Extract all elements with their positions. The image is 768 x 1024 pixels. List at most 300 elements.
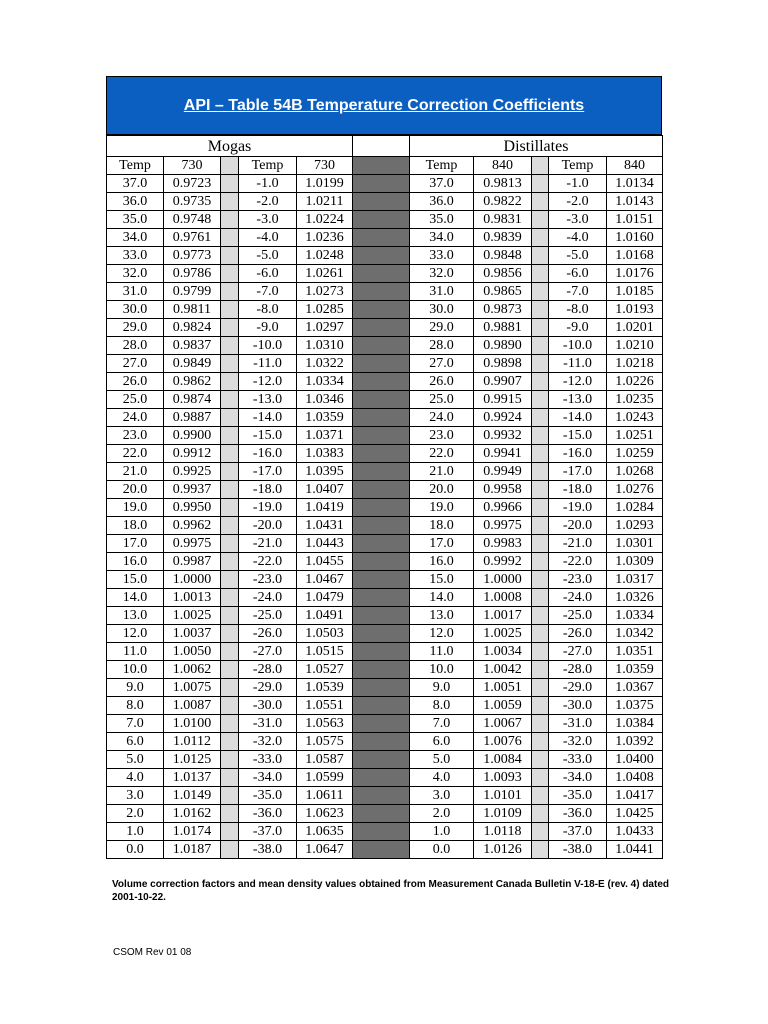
column-separator [221,355,239,373]
cell-mogas-temp-neg: -12.0 [239,373,297,391]
cell-dist-840: 0.9890 [474,337,532,355]
center-gap [353,571,410,589]
cell-mogas-730: 1.0187 [164,841,221,859]
center-gap [353,769,410,787]
cell-mogas-730: 1.0000 [164,571,221,589]
cell-mogas-temp-neg: -32.0 [239,733,297,751]
cell-dist-temp-neg: -34.0 [549,769,607,787]
column-separator [532,769,549,787]
cell-mogas-temp-neg: -36.0 [239,805,297,823]
cell-dist-840-neg: 1.0160 [607,229,663,247]
cell-dist-840: 1.0093 [474,769,532,787]
column-separator [221,427,239,445]
center-gap [353,751,410,769]
table-row [107,535,663,553]
cell-dist-temp: 37.0 [410,175,474,193]
cell-mogas-730-neg: 1.0599 [297,769,353,787]
table-row [107,355,663,373]
cell-dist-temp: 19.0 [410,499,474,517]
cell-dist-temp-neg: -14.0 [549,409,607,427]
column-separator [532,283,549,301]
cell-dist-840-neg: 1.0151 [607,211,663,229]
cell-mogas-temp-neg: -15.0 [239,427,297,445]
cell-dist-840-neg: 1.0367 [607,679,663,697]
center-gap [353,481,410,499]
cell-dist-840: 0.9966 [474,499,532,517]
column-separator [532,175,549,193]
table-row [107,481,663,499]
cell-mogas-730: 0.9862 [164,373,221,391]
column-separator [532,319,549,337]
cell-dist-840: 1.0017 [474,607,532,625]
cell-dist-temp-neg: -17.0 [549,463,607,481]
column-separator [532,571,549,589]
table-row [107,787,663,805]
cell-mogas-temp-neg: -26.0 [239,625,297,643]
group-header-row [107,136,663,157]
cell-mogas-temp: 20.0 [107,481,164,499]
center-gap [353,661,410,679]
cell-mogas-temp-neg: -8.0 [239,301,297,319]
cell-dist-temp-neg: -21.0 [549,535,607,553]
cell-mogas-temp-neg: -18.0 [239,481,297,499]
cell-dist-840: 0.9975 [474,517,532,535]
table-row [107,643,663,661]
column-separator [221,697,239,715]
column-separator [532,373,549,391]
cell-dist-840-neg: 1.0293 [607,517,663,535]
cell-dist-temp: 8.0 [410,697,474,715]
column-separator [532,391,549,409]
cell-mogas-730-neg: 1.0383 [297,445,353,463]
cell-dist-840-neg: 1.0317 [607,571,663,589]
table-row [107,679,663,697]
column-separator [221,499,239,517]
cell-dist-840-neg: 1.0226 [607,373,663,391]
column-separator [532,229,549,247]
cell-dist-temp-neg: -29.0 [549,679,607,697]
col-header-dist-temp-2: Temp [549,157,607,175]
footnote: Volume correction factors and mean density values obtained from Measurement Canada Bulletin V-18-E (rev. 4) dated 2001-10-22. [112,879,669,903]
table-row [107,373,663,391]
cell-mogas-730: 1.0037 [164,625,221,643]
cell-mogas-temp-neg: -28.0 [239,661,297,679]
cell-dist-temp: 14.0 [410,589,474,607]
cell-mogas-temp: 15.0 [107,571,164,589]
cell-mogas-730: 0.9786 [164,265,221,283]
table-row [107,211,663,229]
center-gap [353,247,410,265]
cell-dist-temp: 9.0 [410,679,474,697]
center-gap [353,157,410,175]
cell-dist-temp-neg: -19.0 [549,499,607,517]
cell-dist-temp-neg: -4.0 [549,229,607,247]
cell-mogas-temp: 11.0 [107,643,164,661]
col-header-dist-840: 840 [474,157,532,175]
cell-dist-840: 0.9839 [474,229,532,247]
column-separator [532,625,549,643]
cell-mogas-temp: 16.0 [107,553,164,571]
cell-mogas-730: 0.9849 [164,355,221,373]
cell-mogas-temp-neg: -7.0 [239,283,297,301]
cell-mogas-temp-neg: -20.0 [239,517,297,535]
cell-mogas-730-neg: 1.0455 [297,553,353,571]
cell-mogas-730: 0.9900 [164,427,221,445]
table-row [107,805,663,823]
cell-dist-temp-neg: -9.0 [549,319,607,337]
table-row [107,301,663,319]
cell-mogas-730-neg: 1.0419 [297,499,353,517]
center-gap [353,733,410,751]
cell-mogas-temp: 25.0 [107,391,164,409]
cell-dist-temp: 18.0 [410,517,474,535]
cell-mogas-temp: 5.0 [107,751,164,769]
cell-mogas-temp: 36.0 [107,193,164,211]
cell-dist-temp: 13.0 [410,607,474,625]
table-row [107,571,663,589]
cell-mogas-730-neg: 1.0587 [297,751,353,769]
cell-mogas-temp-neg: -11.0 [239,355,297,373]
center-gap [353,643,410,661]
cell-dist-840-neg: 1.0176 [607,265,663,283]
cell-mogas-730: 0.9987 [164,553,221,571]
cell-dist-840: 1.0051 [474,679,532,697]
cell-mogas-temp-neg: -5.0 [239,247,297,265]
cell-dist-840-neg: 1.0309 [607,553,663,571]
cell-dist-840: 1.0025 [474,625,532,643]
cell-mogas-730-neg: 1.0261 [297,265,353,283]
center-gap [353,409,410,427]
cell-dist-temp-neg: -33.0 [549,751,607,769]
table-row [107,661,663,679]
cell-mogas-730-neg: 1.0334 [297,373,353,391]
cell-dist-temp: 36.0 [410,193,474,211]
cell-dist-840-neg: 1.0392 [607,733,663,751]
cell-dist-840: 1.0067 [474,715,532,733]
cell-mogas-730-neg: 1.0635 [297,823,353,841]
cell-mogas-730: 0.9824 [164,319,221,337]
cell-mogas-730: 1.0100 [164,715,221,733]
cell-mogas-730-neg: 1.0199 [297,175,353,193]
cell-dist-temp-neg: -16.0 [549,445,607,463]
center-gap [353,193,410,211]
cell-dist-840: 1.0059 [474,697,532,715]
cell-mogas-730: 0.9950 [164,499,221,517]
cell-mogas-temp-neg: -37.0 [239,823,297,841]
cell-mogas-730-neg: 1.0611 [297,787,353,805]
column-separator [221,373,239,391]
cell-dist-temp: 35.0 [410,211,474,229]
column-separator [532,733,549,751]
cell-mogas-temp-neg: -22.0 [239,553,297,571]
page-title: API – Table 54B Temperature Correction Coefficients [183,96,585,114]
cell-mogas-730-neg: 1.0359 [297,409,353,427]
cell-mogas-temp-neg: -35.0 [239,787,297,805]
cell-mogas-730: 1.0013 [164,589,221,607]
cell-mogas-temp: 26.0 [107,373,164,391]
table-row [107,229,663,247]
column-separator [221,283,239,301]
cell-dist-temp: 1.0 [410,823,474,841]
title-banner [106,76,662,135]
cell-dist-840: 1.0042 [474,661,532,679]
column-separator [532,337,549,355]
cell-dist-temp: 25.0 [410,391,474,409]
cell-dist-840-neg: 1.0408 [607,769,663,787]
cell-dist-840-neg: 1.0134 [607,175,663,193]
cell-mogas-730-neg: 1.0236 [297,229,353,247]
cell-dist-840: 0.9881 [474,319,532,337]
table-row [107,265,663,283]
column-separator [221,481,239,499]
column-separator [532,211,549,229]
cell-dist-temp-neg: -25.0 [549,607,607,625]
cell-dist-840: 1.0000 [474,571,532,589]
table-row [107,427,663,445]
center-gap [353,175,410,193]
cell-dist-840-neg: 1.0268 [607,463,663,481]
cell-dist-temp: 30.0 [410,301,474,319]
cell-dist-840: 0.9924 [474,409,532,427]
center-gap [353,841,410,859]
cell-dist-840-neg: 1.0218 [607,355,663,373]
cell-dist-840: 0.9822 [474,193,532,211]
column-separator [221,625,239,643]
cell-mogas-730: 0.9735 [164,193,221,211]
cell-mogas-temp-neg: -31.0 [239,715,297,733]
cell-mogas-730: 0.9887 [164,409,221,427]
cell-dist-840-neg: 1.0143 [607,193,663,211]
column-separator [221,841,239,859]
cell-dist-temp: 21.0 [410,463,474,481]
column-separator [221,643,239,661]
cell-dist-840: 0.9848 [474,247,532,265]
table-row [107,517,663,535]
cell-dist-temp-neg: -13.0 [549,391,607,409]
cell-dist-temp-neg: -2.0 [549,193,607,211]
table-row [107,193,663,211]
center-gap [353,283,410,301]
cell-mogas-temp-neg: -13.0 [239,391,297,409]
cell-dist-840-neg: 1.0259 [607,445,663,463]
cell-mogas-temp-neg: -10.0 [239,337,297,355]
cell-dist-840: 0.9992 [474,553,532,571]
column-separator [532,499,549,517]
cell-dist-840: 0.9983 [474,535,532,553]
cell-mogas-730-neg: 1.0285 [297,301,353,319]
cell-dist-840-neg: 1.0342 [607,625,663,643]
column-separator [532,841,549,859]
cell-mogas-730-neg: 1.0310 [297,337,353,355]
cell-mogas-temp: 37.0 [107,175,164,193]
table-row [107,175,663,193]
cell-dist-840: 0.9865 [474,283,532,301]
cell-dist-temp-neg: -26.0 [549,625,607,643]
cell-mogas-730-neg: 1.0224 [297,211,353,229]
column-separator [221,157,239,175]
cell-dist-temp: 23.0 [410,427,474,445]
col-header-dist-840-2: 840 [607,157,663,175]
col-header-dist-temp: Temp [410,157,474,175]
cell-mogas-730-neg: 1.0479 [297,589,353,607]
cell-mogas-temp: 27.0 [107,355,164,373]
cell-mogas-temp-neg: -17.0 [239,463,297,481]
column-separator [532,787,549,805]
cell-mogas-730: 1.0125 [164,751,221,769]
col-header-mogas-temp-2: Temp [239,157,297,175]
cell-mogas-temp-neg: -34.0 [239,769,297,787]
center-gap [353,355,410,373]
center-gap [353,553,410,571]
cell-mogas-temp: 9.0 [107,679,164,697]
column-separator [532,517,549,535]
table-row [107,319,663,337]
cell-mogas-temp-neg: -30.0 [239,697,297,715]
cell-mogas-730: 1.0137 [164,769,221,787]
cell-dist-temp-neg: -5.0 [549,247,607,265]
column-separator [221,301,239,319]
cell-dist-temp-neg: -3.0 [549,211,607,229]
table-row [107,247,663,265]
cell-dist-temp: 10.0 [410,661,474,679]
table-row [107,553,663,571]
cell-dist-temp-neg: -15.0 [549,427,607,445]
cell-dist-temp-neg: -31.0 [549,715,607,733]
cell-dist-840: 1.0118 [474,823,532,841]
cell-dist-temp: 33.0 [410,247,474,265]
cell-mogas-temp: 7.0 [107,715,164,733]
cell-mogas-730: 0.9723 [164,175,221,193]
cell-dist-temp: 11.0 [410,643,474,661]
cell-mogas-temp: 28.0 [107,337,164,355]
cell-dist-840: 1.0034 [474,643,532,661]
cell-mogas-temp-neg: -38.0 [239,841,297,859]
center-gap [353,823,410,841]
column-separator [532,679,549,697]
cell-dist-840-neg: 1.0185 [607,283,663,301]
cell-dist-840: 0.9958 [474,481,532,499]
cell-mogas-temp: 12.0 [107,625,164,643]
cell-mogas-temp-neg: -9.0 [239,319,297,337]
table-row [107,283,663,301]
cell-dist-temp: 5.0 [410,751,474,769]
cell-mogas-temp-neg: -29.0 [239,679,297,697]
column-separator [532,661,549,679]
cell-dist-temp: 6.0 [410,733,474,751]
column-separator [532,553,549,571]
cell-dist-temp: 29.0 [410,319,474,337]
revision-label: CSOM Rev 01 08 [113,947,192,958]
cell-dist-temp-neg: -36.0 [549,805,607,823]
cell-mogas-temp: 21.0 [107,463,164,481]
cell-dist-840: 1.0101 [474,787,532,805]
center-gap [353,679,410,697]
cell-dist-840-neg: 1.0425 [607,805,663,823]
cell-dist-temp: 24.0 [410,409,474,427]
cell-dist-840: 1.0109 [474,805,532,823]
cell-dist-temp-neg: -37.0 [549,823,607,841]
cell-dist-temp: 28.0 [410,337,474,355]
column-separator [532,715,549,733]
cell-dist-840: 0.9898 [474,355,532,373]
cell-dist-840: 0.9949 [474,463,532,481]
cell-mogas-temp: 24.0 [107,409,164,427]
cell-mogas-temp: 10.0 [107,661,164,679]
cell-mogas-730-neg: 1.0467 [297,571,353,589]
cell-dist-840-neg: 1.0326 [607,589,663,607]
cell-mogas-temp: 17.0 [107,535,164,553]
cell-dist-temp-neg: -1.0 [549,175,607,193]
cell-dist-temp-neg: -38.0 [549,841,607,859]
correction-table [106,135,663,859]
cell-dist-840: 0.9932 [474,427,532,445]
table-row [107,769,663,787]
cell-mogas-730: 0.9925 [164,463,221,481]
column-separator [221,661,239,679]
cell-dist-temp: 31.0 [410,283,474,301]
cell-mogas-temp-neg: -2.0 [239,193,297,211]
cell-dist-840-neg: 1.0276 [607,481,663,499]
center-gap [353,337,410,355]
table-row [107,697,663,715]
cell-dist-840-neg: 1.0359 [607,661,663,679]
cell-dist-temp-neg: -12.0 [549,373,607,391]
column-separator [221,337,239,355]
group-header-mogas: Mogas [107,136,353,157]
cell-dist-840: 0.9941 [474,445,532,463]
cell-mogas-730-neg: 1.0273 [297,283,353,301]
column-separator [221,517,239,535]
cell-dist-temp: 4.0 [410,769,474,787]
col-header-mogas-730-2: 730 [297,157,353,175]
cell-mogas-temp-neg: -19.0 [239,499,297,517]
column-separator [221,607,239,625]
table-row [107,823,663,841]
column-separator [532,427,549,445]
cell-mogas-730-neg: 1.0443 [297,535,353,553]
cell-mogas-temp-neg: -23.0 [239,571,297,589]
cell-mogas-730-neg: 1.0431 [297,517,353,535]
cell-mogas-730: 1.0149 [164,787,221,805]
cell-dist-temp-neg: -18.0 [549,481,607,499]
cell-dist-840-neg: 1.0193 [607,301,663,319]
center-gap [353,787,410,805]
center-gap [353,715,410,733]
center-gap [353,805,410,823]
cell-mogas-730: 1.0087 [164,697,221,715]
cell-dist-temp: 26.0 [410,373,474,391]
cell-dist-temp-neg: -32.0 [549,733,607,751]
cell-mogas-temp-neg: -3.0 [239,211,297,229]
center-gap [353,463,410,481]
cell-mogas-730: 0.9799 [164,283,221,301]
cell-mogas-730-neg: 1.0539 [297,679,353,697]
cell-dist-840-neg: 1.0334 [607,607,663,625]
center-gap [353,427,410,445]
cell-mogas-temp: 0.0 [107,841,164,859]
cell-mogas-730-neg: 1.0211 [297,193,353,211]
center-gap [353,535,410,553]
column-separator [221,715,239,733]
cell-mogas-temp-neg: -24.0 [239,589,297,607]
center-gap [353,517,410,535]
center-gap [353,445,410,463]
cell-dist-temp: 7.0 [410,715,474,733]
cell-mogas-temp: 1.0 [107,823,164,841]
group-header-gap [353,136,410,157]
table-row [107,391,663,409]
col-header-mogas-730: 730 [164,157,221,175]
